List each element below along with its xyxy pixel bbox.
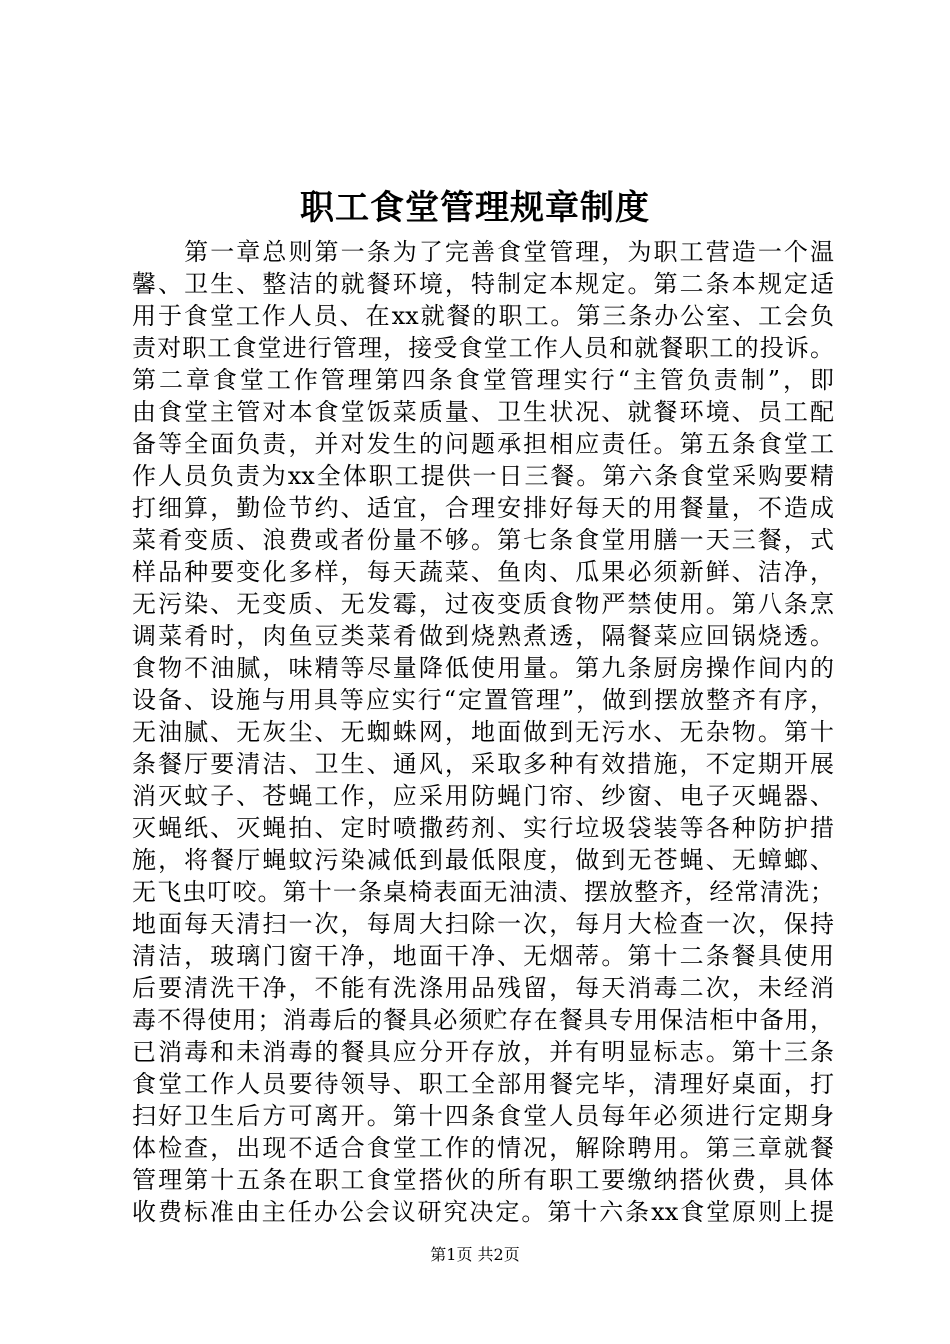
body-text-line: 设备、设施与用具等应实行“定置管理”，做到摆放整齐有序， (132, 686, 834, 714)
body-text-line: 施，将餐厅蝇蚊污染减低到最低限度，做到无苍蝇、无蟑螂、 (132, 846, 834, 874)
body-text-line: 馨、卫生、整洁的就餐环境，特制定本规定。第二条本规定适 (132, 270, 834, 298)
body-text-line: 用于食堂工作人员、在xx就餐的职工。第三条办公室、工会负 (132, 302, 834, 330)
body-text-line: 毒不得使用；消毒后的餐具必须贮存在餐具专用保洁柜中备用， (132, 1006, 834, 1034)
body-text-line: 备等全面负责，并对发生的问题承担相应责任。第五条食堂工 (132, 430, 834, 458)
body-text-line: 后要清洗干净，不能有洗涤用品残留，每天消毒二次，未经消 (132, 974, 834, 1002)
body-text-line: 菜肴变质、浪费或者份量不够。第七条食堂用膳一天三餐，式 (132, 526, 834, 554)
body-text-line: 作人员负责为xx全体职工提供一日三餐。第六条食堂采购要精 (132, 462, 834, 490)
document-body (132, 236, 834, 1228)
body-text-line: 清洁，玻璃门窗干净，地面干净、无烟蒂。第十二条餐具使用 (132, 942, 834, 970)
body-text-line: 管理第十五条在职工食堂搭伙的所有职工要缴纳搭伙费，具体 (132, 1166, 834, 1194)
body-text-line: 样品种要变化多样，每天蔬菜、鱼肉、瓜果必须新鲜、洁净， (132, 558, 834, 586)
body-text-line: 条餐厅要清洁、卫生、通风，采取多种有效措施，不定期开展 (132, 750, 834, 778)
body-text-line: 食堂工作人员要待领导、职工全部用餐完毕，清理好桌面，打 (132, 1070, 834, 1098)
body-text-line: 已消毒和未消毒的餐具应分开存放，并有明显标志。第十三条 (132, 1038, 834, 1066)
body-text-line: 打细算，勤俭节约、适宜，合理安排好每天的用餐量，不造成 (132, 494, 834, 522)
body-text-line: 由食堂主管对本食堂饭菜质量、卫生状况、就餐环境、员工配 (132, 398, 834, 426)
body-text-line: 扫好卫生后方可离开。第十四条食堂人员每年必须进行定期身 (132, 1102, 834, 1130)
body-text-line: 无飞虫叮咬。第十一条桌椅表面无油渍、摆放整齐，经常清洗； (132, 878, 834, 906)
document-title: 职工食堂管理规章制度 (300, 188, 650, 228)
body-text-line: 灭蝇纸、灭蝇拍、定时喷撒药剂、实行垃圾袋装等各种防护措 (132, 814, 834, 842)
body-text-line: 责对职工食堂进行管理，接受食堂工作人员和就餐职工的投诉。 (132, 334, 834, 362)
body-text-line: 消灭蚊子、苍蝇工作，应采用防蝇门帘、纱窗、电子灭蝇器、 (132, 782, 834, 810)
body-text-line: 收费标准由主任办公会议研究决定。第十六条xx食堂原则上提 (132, 1198, 834, 1226)
body-text-line: 体检查，出现不适合食堂工作的情况，解除聘用。第三章就餐 (132, 1134, 834, 1162)
body-text-line: 无油腻、无灰尘、无蜘蛛网，地面做到无污水、无杂物。第十 (132, 718, 834, 746)
body-text-line: 无污染、无变质、无发霉，过夜变质食物严禁使用。第八条烹 (132, 590, 834, 618)
body-text-line: 调菜肴时，肉鱼豆类菜肴做到烧熟煮透，隔餐菜应回锅烧透。 (132, 622, 834, 650)
page-number-footer: 第1页 共2页 (430, 1245, 520, 1264)
body-text-line: 地面每天清扫一次，每周大扫除一次，每月大检查一次，保持 (132, 910, 834, 938)
body-text-line: 第一章总则第一条为了完善食堂管理，为职工营造一个温 (132, 238, 834, 266)
body-text-line: 第二章食堂工作管理第四条食堂管理实行“主管负责制”，即 (132, 366, 834, 394)
body-text-line: 食物不油腻，味精等尽量降低使用量。第九条厨房操作间内的 (132, 654, 834, 682)
